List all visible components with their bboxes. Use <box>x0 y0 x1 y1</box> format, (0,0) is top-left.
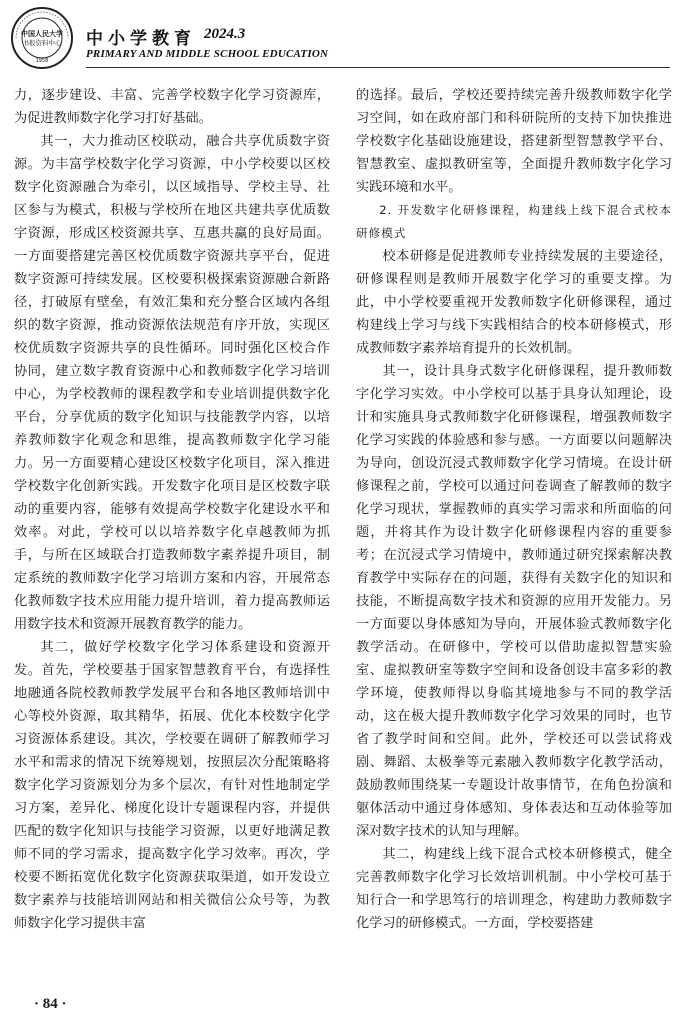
journal-seal-logo <box>10 6 74 70</box>
paragraph: 校本研修是促进教师专业持续发展的主要途径，研修课程则是教师开展数字化学习的重要支撑。为此，中小学校要重视开发教师数字化研修课程，通过构建线上学习与线下实践相结合的校本研修模式，形成教师数字素养培育提升的长效机制。 <box>356 249 672 356</box>
svg-text:书报资料中心: 书报资料中心 <box>22 39 62 47</box>
right-column <box>356 84 672 989</box>
journal-year-issue: 2024.3 <box>204 26 246 42</box>
paragraph: 力，逐步建设、丰富、完善学校数字化学习资源库，为促进教师数字化学习打好基础。 <box>14 88 330 126</box>
page-header <box>0 0 680 78</box>
paragraph: 其一，大力推动区校联动，融合共享优质数字资源。为丰富学校数字化学习资源，中小学校要以区校数字化资源融合为牵引，以区域指导、学校主导、社区参与为模式，积极与学校所在地区共建共享优质数字资源，形成区校资源共享、互惠共赢的良好局面。一方面要搭建完善区校优质数字资源共享平台，促进数字资源可持续发展。区校要积极探索资源融合新路径，打破原有壁垒，有效汇集和充分整合区域内各组织的数字资源，推动资源依法规范有序开放，实现区校优质数字资源共享的良性循环。同时强化区校合作协同，建立数字教育资源中心和教师数字化学习培训中心，为学校教师的课程教学和专业培训提供数字化平台，分享优质的数字化知识与技能教学内容，以培养教师数字化观念和思维，提高教师数字化学习能力。另一方面要精心建设区校数字化项目，深入推进学校数字化创新实践。开发数字化项目是区校数字联动的重要内容，能够有效提高学校数字化建设水平和效率。对此，学校可以以培养数字化卓越教师为抓手，与所在区域联合打造教师数字素养提升项目，制定系统的教师数字化学习培训方案和内容，开展常态化教师数字技术应用能力提升培训，着力提高教师运用数字技术和资源开展教育教学的能力。 <box>14 134 330 632</box>
page-number: · 84 · <box>34 996 67 1012</box>
section-subheading: 2. 开发数字化研修课程，构建线上线下混合式校本研修模式 <box>356 203 672 240</box>
paragraph: 的选择。最后，学校还要持续完善升级教师数字化学习空间，如在政府部门和科研院所的支持下加快推进学校数字化基础设施建设，搭建新型智慧教学平台、智慧教室、虚拟教研室等，全面提升教师数字化学习实践环境和水平。 <box>356 88 672 195</box>
paragraph: 其一，设计具身式数字化研修课程，提升教师数字化学习实效。中小学校可以基于具身认知理论，设计和实施具身式教师数字化研修课程，增强教师数字化学习实践的体验感和参与感。一方面要以问题解决为导向，创设沉浸式教师数字化学习情境。在设计研修课程之前，学校可以通过问卷调查了解教师的数字化学习现状，掌握教师的真实学习需求和所面临的问题，并将其作为设计数字化研修课程内容的重要参考；在沉浸式学习情境中，教师通过研究探索解决教育教学中实际存在的问题，获得有关数字化的知识和技能，不断提高数字技术和资源的应用开发能力。另一方面要以身体感知为导向，开展体验式教师数字化教学活动。在研修中，学校可以借助虚拟智慧实验室、虚拟教研室等数字空间和设备创设丰富多彩的教学环境，使教师得以身临其境地参与不同的教学活动，这在极大提升教师数字化学习效果的同时，也节省了教学时间和空间。此外，学校还可以尝试将戏剧、舞蹈、太极拳等元素融入教师数字化教学活动，鼓励教师围绕某一专题设计故事情节，在角色扮演和躯体活动中通过身体感知、身体表达和互动体验等加深对数字技术的认知与理解。 <box>356 364 672 839</box>
header-rule <box>86 67 670 68</box>
svg-text:1958: 1958 <box>35 58 49 64</box>
journal-title-cn: 中小学教育 <box>86 29 196 49</box>
svg-text:中国人民大学: 中国人民大学 <box>21 30 63 38</box>
paragraph: 其二，构建线上线下混合式校本研修模式，健全完善教师数字化学习长效培训机制。中小学校可基于知行合一和学思笃行的培训理念，构建助力教师数字化学习的研修模式。一方面，学校要搭建 <box>356 847 672 931</box>
left-column <box>14 84 330 989</box>
paragraph: 其二，做好学校数字化学习体系建设和资源开发。首先，学校要基于国家智慧教育平台，有选择性地融通各院校教师教学发展平台和各地区教师培训中心等校外资源，取其精华，拓展、优化本校数字化学习资源体系建设。其次，学校要在调研了解教师学习水平和需求的情况下统筹规划，按照层次分配策略将数字化学习资源划分为多个层次，有针对性地制定学习方案，差异化、梯度化设计专题课程内容，并提供匹配的数字化知识与技能学习资源，以更好地满足教师不同的学习需求，提高数字化学习效率。再次，学校要不断拓宽优化数字化资源获取渠道，如开发设立数字素养与技能培训网站和相关微信公众号等，为教师数字化学习提供丰富 <box>14 640 330 931</box>
journal-title-en: PRIMARY AND MIDDLE SCHOOL EDUCATION <box>86 48 329 60</box>
